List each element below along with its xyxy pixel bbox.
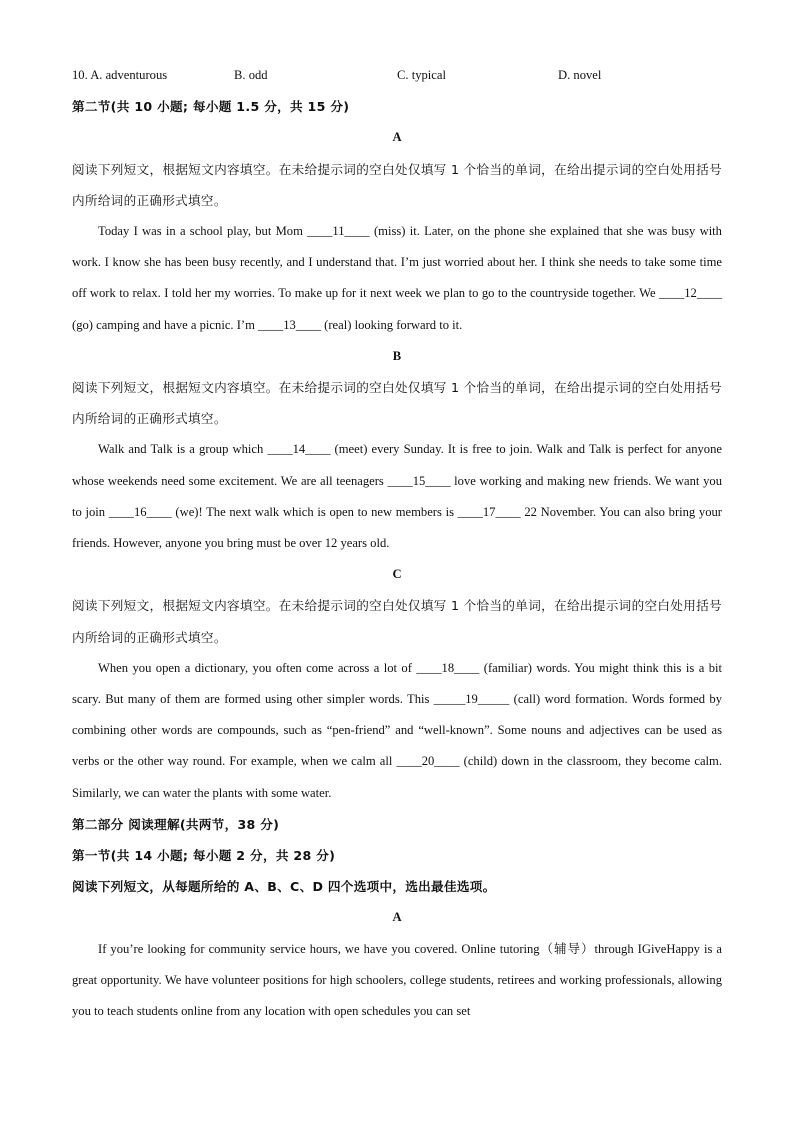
part2-heading: 第二部分 阅读理解(共两节，38 分) xyxy=(72,816,280,832)
blank-13: ____13____ xyxy=(258,317,322,332)
question-10-options xyxy=(72,60,722,91)
passage-c-text: When you open a dictionary, you often come across a lot of ____18____ (familiar) words. You might think this is a bit scary. But many of them are formed using other simpler words. This _____19_____ (call) word formation. Words formed by combining other words are compounds, such as “pen-friend” and “well-known”. Some nouns and adjectives can be used as verbs or the other way round. For example, when we calm all ____20____ (child) down in the classroom, they become calm. Similarly, we can water the plants with some water. xyxy=(72,660,723,800)
blank-15: ____15____ xyxy=(387,473,451,488)
passage-a-label: A xyxy=(392,130,402,145)
passage-c-label: C xyxy=(392,567,402,582)
blank-18: ____18____ xyxy=(416,660,480,675)
option-b: B. odd xyxy=(234,68,268,82)
reading-instruction: 阅读下列短文，从每题所给的 A、B、C、D 四个选项中，选出最佳选项。 xyxy=(72,879,496,895)
passage-a-text: Today I was in a school play, but Mom ____11____ (miss) it. Later, on the phone she explained that she was busy with work. I know she has been busy recently, and I understand that. I’m just worried about her. I think she needs to take some time off work to relax. I told her my worries. To make up for it next week we plan to go to the countryside together. We ____12____ (go) camping and have a picnic. I’m ____13____ (real) looking forward to it. xyxy=(72,223,722,332)
blank-20: ____20____ xyxy=(396,754,460,769)
passage-b-text: Walk and Talk is a group which ____14____ (meet) every Sunday. It is free to join. Walk and Talk is perfect for anyone whose weekends need some excitement. We are all teenagers ____15____ love working and making new friends. We want you to join ____16____ (we)! The next walk which is open to new members is ____17____ 22 November. You can also bring your friends. However, anyone you bring must be over 12 years old. xyxy=(72,442,722,550)
passage-b-label: B xyxy=(392,348,402,363)
blank-11: ____11____ xyxy=(307,223,370,238)
section2-heading: 第二节(共 10 小题; 每小题 1.5 分，共 15 分) xyxy=(72,99,350,115)
reading-a-text: If you’re looking for community service hours, we have you covered. Online tutoring（辅导）through IGiveHappy is a great opportunity. We have volunteer positions for high schoolers, college students, retirees and working professionals, allowing you to teach students online from any location with open schedules you can set xyxy=(72,941,722,1018)
passage-c-instruction: 阅读下列短文，根据短文内容填空。在未给提示词的空白处仅填写 1 个恰当的单词，在给出提示词的空白处用括号内所给词的正确形式填空。 xyxy=(72,598,722,645)
blank-16: ____16____ xyxy=(108,504,172,519)
exam-page xyxy=(72,60,722,1027)
blank-14: ____14____ xyxy=(267,442,331,457)
passage-a-instruction: 阅读下列短文，根据短文内容填空。在未给提示词的空白处仅填写 1 个恰当的单词，在给出提示词的空白处用括号内所给词的正确形式填空。 xyxy=(72,161,722,208)
option-a: 10. A. adventurous xyxy=(72,68,168,82)
blank-17: ____17____ xyxy=(457,504,521,519)
passage-b-instruction: 阅读下列短文，根据短文内容填空。在未给提示词的空白处仅填写 1 个恰当的单词，在给出提示词的空白处用括号内所给词的正确形式填空。 xyxy=(72,379,722,427)
blank-12: ____12____ xyxy=(659,286,722,301)
section1-heading: 第一节(共 14 小题; 每小题 2 分，共 28 分) xyxy=(72,847,336,863)
blank-19: _____19_____ xyxy=(433,691,510,706)
option-d: D. novel xyxy=(558,68,602,82)
option-c: C. typical xyxy=(397,68,446,82)
reading-a-label: A xyxy=(392,910,402,925)
